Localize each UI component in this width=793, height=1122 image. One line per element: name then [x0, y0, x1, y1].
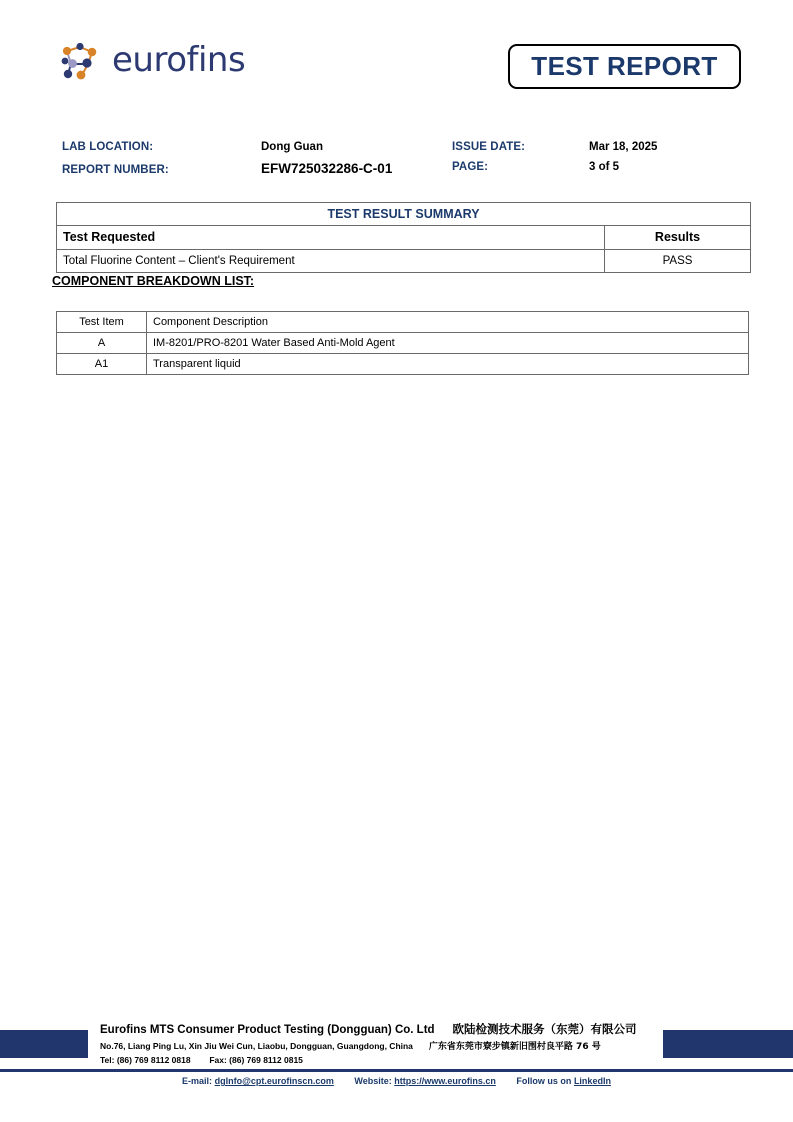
table-row: [57, 250, 751, 273]
component-item-a1: A1: [57, 354, 147, 375]
issue-date-value: Mar 18, 2025: [589, 141, 658, 153]
footer-website-link[interactable]: https://www.eurofins.cn: [394, 1076, 496, 1086]
test-result-summary-table: [56, 202, 751, 273]
component-header-row: [57, 312, 749, 333]
test-report-badge-label: TEST REPORT: [531, 51, 718, 81]
page-value: 3 of 5: [589, 161, 620, 173]
footer-divider-rule: [0, 1069, 793, 1072]
summary-title: TEST RESULT SUMMARY: [57, 203, 751, 226]
footer-company-line: [100, 1022, 700, 1038]
issue-date-label: ISSUE DATE:: [452, 141, 526, 153]
footer-address-en: No.76, Liang Ping Lu, Xin Jiu Wei Cun, Liaobu, Dongguan, Guangdong, China: [100, 1041, 413, 1051]
report-number-row: [62, 161, 392, 176]
footer-bar-left: [0, 1030, 88, 1058]
summary-result-value: PASS: [605, 250, 751, 273]
footer-social-segment: [516, 1076, 611, 1086]
footer-website-label: Website:: [354, 1076, 392, 1086]
component-breakdown-table: [56, 311, 749, 375]
lab-location-row: [62, 141, 392, 153]
footer-linkedin-link[interactable]: LinkedIn: [573, 1076, 611, 1086]
report-meta-right-column: [452, 141, 657, 181]
table-row: [57, 333, 749, 354]
page-footer: [0, 1022, 793, 1122]
footer-email-link[interactable]: dgInfo@cpt.eurofinscn.com: [214, 1076, 334, 1086]
component-description-a: IM-8201/PRO-8201 Water Based Anti-Mold Agent: [147, 333, 749, 354]
component-description-a1: Transparent liquid: [147, 354, 749, 375]
footer-email-segment: [182, 1076, 334, 1086]
footer-phone-line: [100, 1054, 700, 1067]
eurofins-logo: [56, 38, 356, 90]
lab-location-label: LAB LOCATION:: [62, 141, 154, 153]
summary-header-row: [57, 226, 751, 250]
footer-email-label: E-mail:: [182, 1076, 213, 1086]
footer-company-cn: 欧陆检测技术服务（东莞）有限公司: [452, 1022, 637, 1036]
footer-address-line: [100, 1040, 700, 1054]
eurofins-logo-icon: [58, 42, 104, 82]
test-report-badge: [508, 44, 741, 89]
summary-column-test-requested: Test Requested: [57, 226, 605, 250]
footer-website-segment: [354, 1076, 496, 1086]
page-label: PAGE:: [452, 161, 489, 173]
issue-date-row: [452, 141, 657, 153]
report-meta-left-column: [62, 141, 392, 184]
table-row: [57, 354, 749, 375]
summary-title-row: [57, 203, 751, 226]
brand-name: eurofins: [112, 40, 246, 80]
footer-tel: Tel: (86) 769 8112 0818: [100, 1055, 191, 1065]
lab-location-value: Dong Guan: [261, 141, 323, 153]
component-item-a: A: [57, 333, 147, 354]
component-column-description: Component Description: [147, 312, 749, 333]
footer-fax: Fax: (86) 769 8112 0815: [209, 1055, 303, 1065]
page-row: [452, 161, 657, 173]
footer-social-label: Follow us on: [516, 1076, 572, 1086]
summary-column-results: Results: [605, 226, 751, 250]
report-number-value: EFW725032286-C-01: [261, 161, 393, 176]
footer-contact-line: [0, 1076, 793, 1086]
footer-company-block: [100, 1022, 700, 1067]
footer-address-cn: 广东省东莞市寮步镇新旧围村良平路 76 号: [428, 1042, 601, 1052]
summary-test-requested: Total Fluorine Content – Client's Requirement: [57, 250, 605, 273]
component-breakdown-heading: COMPONENT BREAKDOWN LIST:: [52, 274, 255, 288]
component-column-test-item: Test Item: [57, 312, 147, 333]
report-number-label: REPORT NUMBER:: [62, 164, 169, 176]
footer-company-en: Eurofins MTS Consumer Product Testing (Dongguan) Co. Ltd: [100, 1024, 435, 1036]
